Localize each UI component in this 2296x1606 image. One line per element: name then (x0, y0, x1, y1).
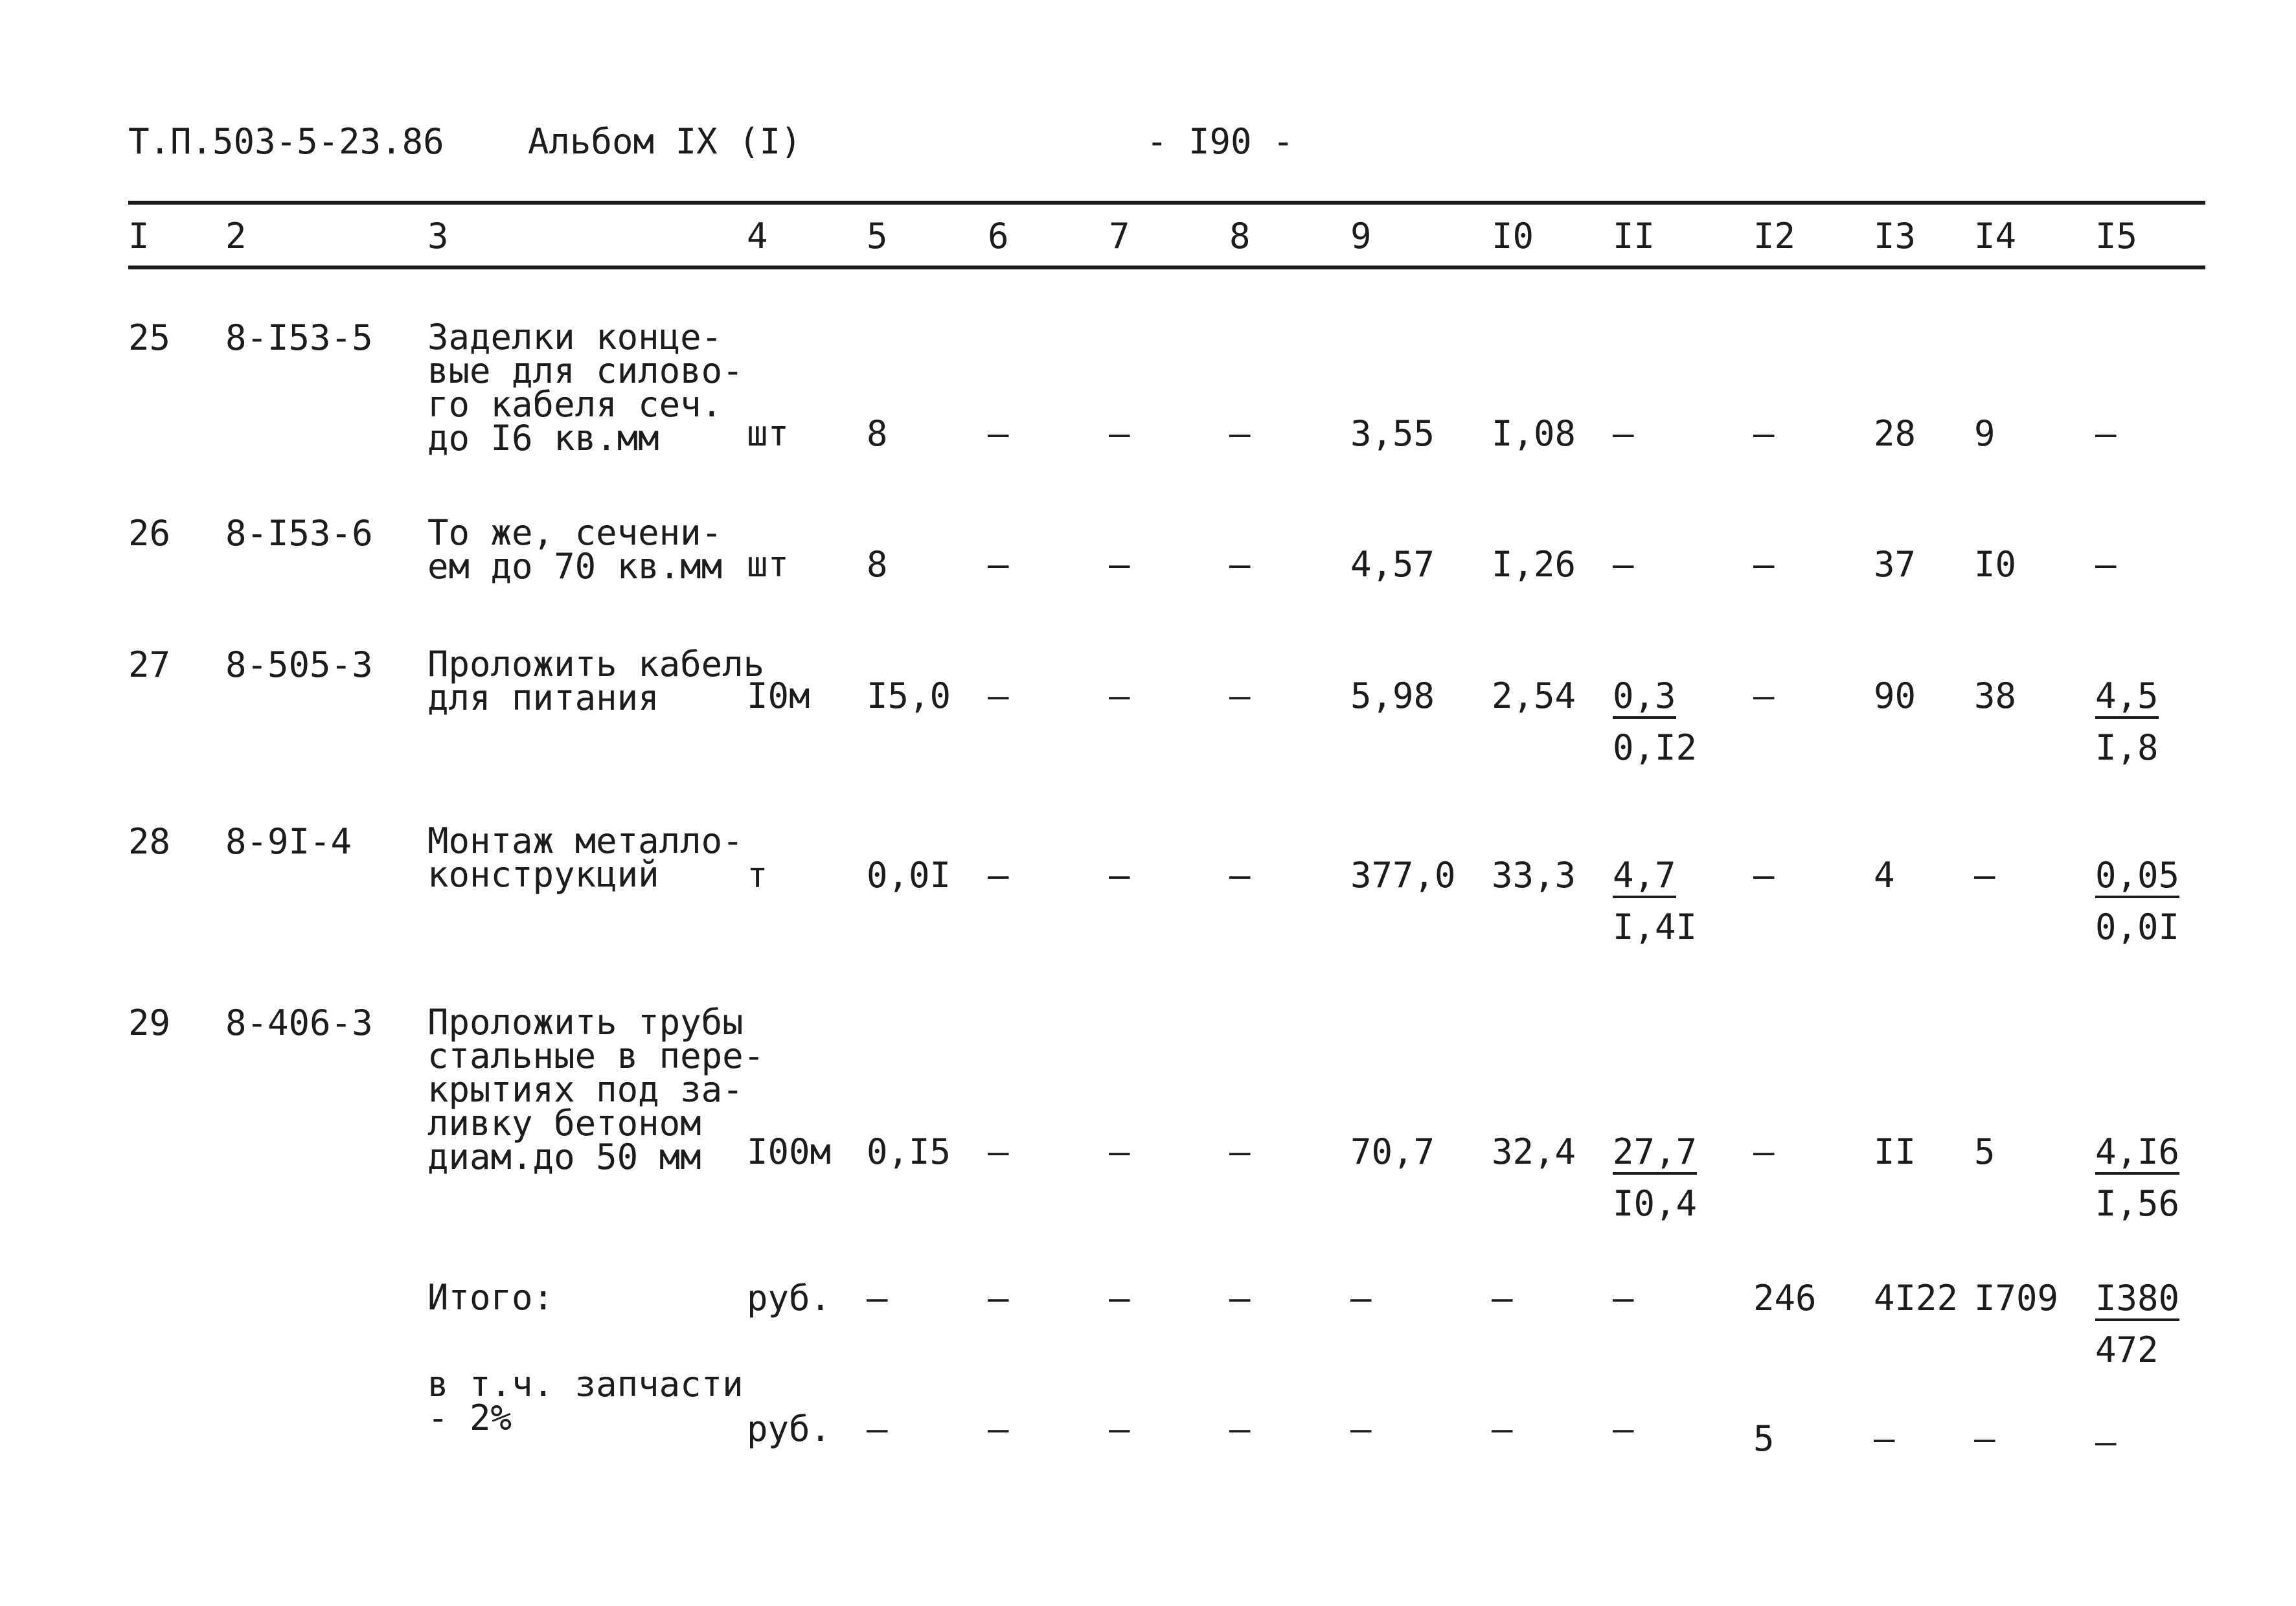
col-14-value: – (1974, 855, 1995, 896)
unit: руб. (747, 1408, 832, 1449)
col-8-value: – (1229, 413, 1251, 454)
col-12-value: – (1753, 1131, 1775, 1172)
fraction-numerator: 4,I6 (2095, 1135, 2179, 1175)
album-label: Альбом IX (I) (528, 121, 802, 162)
col-12-value: – (1753, 675, 1775, 716)
col-15-fraction (2095, 855, 2180, 947)
unit: руб. (747, 1278, 832, 1318)
norm-code: 8-I53-6 (225, 513, 373, 554)
col-5-value: – (867, 1278, 888, 1318)
table-header-bottom-rule (128, 266, 2205, 269)
col-6-value: – (988, 675, 1009, 716)
column-header-2: 2 (225, 216, 247, 256)
fraction-numerator: I380 (2095, 1281, 2179, 1321)
col-5-value: – (867, 1408, 888, 1449)
row-number: 26 (128, 513, 171, 554)
col-15-fraction (2095, 1131, 2180, 1224)
unit: шт (747, 413, 790, 454)
column-header-1: I (128, 216, 150, 256)
fraction-denominator: I,8 (2095, 727, 2159, 768)
col-14-value: 5 (1974, 1131, 1995, 1172)
col-12-value: 246 (1753, 1278, 1817, 1318)
col-5-value: 0,0I (867, 855, 951, 896)
norm-code: 8-406-3 (225, 1002, 373, 1043)
fraction-denominator: 0,0I (2095, 907, 2180, 947)
column-header-9: 9 (1350, 216, 1372, 256)
column-header-4: 4 (747, 216, 768, 256)
col-9-value: – (1350, 1278, 1372, 1318)
column-header-6: 6 (988, 216, 1009, 256)
col-15-fraction (2095, 675, 2159, 768)
norm-code: 8-I53-5 (225, 317, 373, 358)
work-description: Монтаж металло- конструкций (427, 820, 744, 895)
row-number: 27 (128, 644, 171, 685)
col-10-value: I,08 (1492, 413, 1576, 454)
unit: шт (747, 544, 790, 585)
col-10-value: 33,3 (1492, 855, 1576, 896)
col-11-fraction (1613, 675, 1698, 768)
work-description: Проложить кабель для питания (427, 644, 765, 718)
col-14-value: 38 (1974, 675, 2017, 716)
column-header-12: I2 (1753, 216, 1796, 256)
col-6-value: – (988, 1278, 1009, 1318)
col-9-value: 377,0 (1350, 855, 1456, 896)
col-9-value: 5,98 (1350, 675, 1435, 716)
col-13-value: – (1874, 1418, 1895, 1459)
fraction-numerator: 4,7 (1613, 858, 1676, 898)
col-11-fraction (1613, 855, 1698, 947)
col-8-value: – (1229, 1278, 1251, 1318)
col-12-value: – (1753, 855, 1775, 896)
column-header-11: II (1613, 216, 1655, 256)
col-12-value: – (1753, 413, 1775, 454)
column-header-15: I5 (2095, 216, 2138, 256)
col-9-value: 3,55 (1350, 413, 1435, 454)
column-header-3: 3 (427, 216, 449, 256)
row-number: 25 (128, 317, 171, 358)
col-13-value: II (1874, 1131, 1916, 1172)
col-15-value: – (2095, 544, 2117, 585)
fraction-denominator: 472 (2095, 1329, 2159, 1370)
col-8-value: – (1229, 1131, 1251, 1172)
unit: I0м (747, 675, 810, 716)
column-header-10: I0 (1492, 216, 1534, 256)
norm-code: 8-9I-4 (225, 821, 352, 862)
col-7-value: – (1109, 544, 1130, 585)
col-8-value: – (1229, 1408, 1251, 1449)
col-7-value: – (1109, 1408, 1130, 1449)
totals-label: Итого: (427, 1277, 554, 1318)
col-10-value: 32,4 (1492, 1131, 1576, 1172)
column-header-7: 7 (1109, 216, 1130, 256)
column-header-13: I3 (1874, 216, 1916, 256)
col-7-value: – (1109, 855, 1130, 896)
col-13-value: 4 (1874, 855, 1895, 896)
fraction-denominator: I,4I (1613, 907, 1698, 947)
col-11-value: – (1613, 413, 1634, 454)
col-11-fraction (1613, 1131, 1698, 1224)
document-code: Т.П.503-5-23.86 (128, 121, 444, 162)
col-5-value: 8 (867, 413, 888, 454)
col-14-value: 9 (1974, 413, 1995, 454)
col-8-value: – (1229, 675, 1251, 716)
col-11-value: – (1613, 1278, 1634, 1318)
spare-parts-label: в т.ч. запчасти - 2% (427, 1364, 744, 1438)
col-11-value: – (1613, 544, 1634, 585)
fraction-denominator: I0,4 (1613, 1183, 1698, 1224)
col-7-value: – (1109, 413, 1130, 454)
col-15-value: – (2095, 1421, 2117, 1462)
row-number: 29 (128, 1002, 171, 1043)
column-header-5: 5 (867, 216, 888, 256)
fraction-numerator: 0,3 (1613, 679, 1676, 719)
work-description: Проложить трубы стальные в пере- крытиях под за- ливку бетоном диам.до 50 мм (427, 1002, 765, 1177)
col-13-value: 90 (1874, 675, 1916, 716)
col-6-value: – (988, 544, 1009, 585)
row-number: 28 (128, 821, 171, 862)
col-10-value: I,26 (1492, 544, 1576, 585)
col-13-value: 28 (1874, 413, 1916, 454)
col-6-value: – (988, 1408, 1009, 1449)
col-7-value: – (1109, 1131, 1130, 1172)
col-15-value: – (2095, 413, 2117, 454)
col-12-value: – (1753, 544, 1775, 585)
col-9-value: – (1350, 1408, 1372, 1449)
work-description: Заделки конце- вые для силово- го кабеля сеч. до I6 кв.мм (427, 317, 744, 458)
col-5-value: 8 (867, 544, 888, 585)
column-header-8: 8 (1229, 216, 1251, 256)
col-10-value: 2,54 (1492, 675, 1576, 716)
col-8-value: – (1229, 544, 1251, 585)
norm-code: 8-505-3 (225, 644, 373, 685)
col-13-value: 37 (1874, 544, 1916, 585)
fraction-numerator: 4,5 (2095, 679, 2159, 719)
unit: т (747, 855, 768, 896)
col-6-value: – (988, 1131, 1009, 1172)
col-10-value: – (1492, 1278, 1513, 1318)
col-10-value: – (1492, 1408, 1513, 1449)
col-14-value: I0 (1974, 544, 2017, 585)
column-header-14: I4 (1974, 216, 2017, 256)
fraction-denominator: I,56 (2095, 1183, 2180, 1224)
col-7-value: – (1109, 675, 1130, 716)
fraction-denominator: 0,I2 (1613, 727, 1698, 768)
col-6-value: – (988, 855, 1009, 896)
col-5-value: I5,0 (867, 675, 951, 716)
unit: I00м (747, 1131, 832, 1172)
col-9-value: 4,57 (1350, 544, 1435, 585)
col-6-value: – (988, 413, 1009, 454)
fraction-numerator: 27,7 (1613, 1135, 1697, 1175)
table-top-rule (128, 201, 2205, 205)
col-14-value: I709 (1974, 1278, 2059, 1318)
col-7-value: – (1109, 1278, 1130, 1318)
col-9-value: 70,7 (1350, 1131, 1435, 1172)
col-13-value: 4I22 (1874, 1278, 1959, 1318)
page-number: - I90 - (1146, 121, 1294, 162)
col-11-value: – (1613, 1408, 1634, 1449)
work-description: То же, сечени- ем до 70 кв.мм (427, 512, 723, 587)
col-14-value: – (1974, 1418, 1995, 1459)
col-15-fraction (2095, 1278, 2180, 1370)
col-5-value: 0,I5 (867, 1131, 951, 1172)
col-8-value: – (1229, 855, 1251, 896)
col-12-value: 5 (1753, 1418, 1775, 1459)
fraction-numerator: 0,05 (2095, 858, 2179, 898)
